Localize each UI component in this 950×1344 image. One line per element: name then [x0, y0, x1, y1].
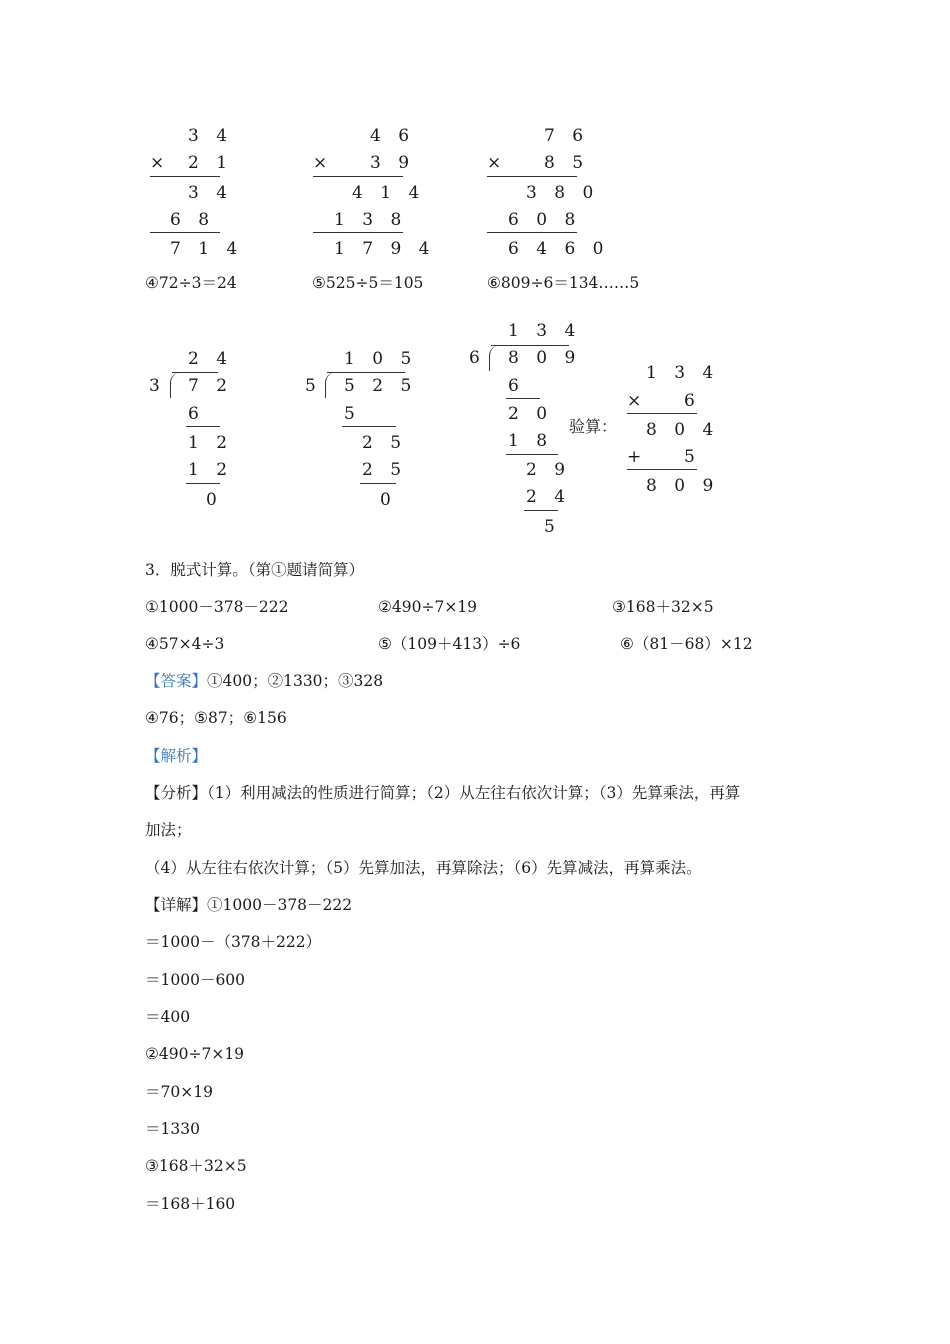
remainder-1: 2 5: [362, 433, 408, 453]
problem-3: ③168＋32×5: [612, 598, 714, 616]
rule: [506, 398, 540, 399]
partial-1: 3 4: [188, 183, 234, 203]
subtract-2: 1 2: [188, 460, 234, 480]
problem-5: ⑤（109＋413）÷6: [378, 635, 521, 653]
subtract-2: 2 5: [362, 460, 408, 480]
division-label-6: ⑥809÷6＝134……5: [487, 274, 640, 292]
factor-b: 3 9: [370, 153, 416, 173]
question-3-title: 3．脱式计算。（第①题请简算）: [145, 561, 365, 579]
rule: [186, 426, 220, 427]
partial-1: 3 8 0: [526, 183, 600, 203]
division-bracket: [325, 372, 336, 398]
division-bracket: [170, 372, 181, 398]
rule: [487, 176, 577, 177]
problem-2: ②490÷7×19: [378, 598, 478, 616]
fenxi-tag: 【分析】: [145, 784, 208, 802]
division-label-4: ④72÷3＝24: [145, 274, 237, 292]
rule: [360, 483, 396, 484]
detail-text-1: ①1000－378－222: [207, 896, 353, 914]
rule: [313, 232, 403, 233]
remainder-final: 0: [206, 490, 223, 510]
check-addend: 5: [684, 447, 701, 467]
multiply-sign: ×: [150, 153, 171, 173]
answer-line-1: [145, 671, 383, 691]
detail-line-7: ＝1330: [145, 1120, 200, 1138]
fenxi-text-1: （1）利用减法的性质进行简算；（2）从左往右依次计算；（3）先算乘法，再算: [207, 784, 741, 802]
rule: [150, 176, 220, 177]
fenxi-line-3: （4）从左往右依次计算；（5）先算加法，再算除法；（6）先算减法，再算乘法。: [145, 859, 702, 877]
check-result: 8 0 9: [646, 476, 720, 496]
remainder-final: 5: [544, 517, 561, 537]
factor-b: 2 1: [188, 153, 234, 173]
detail-line-3: ＝1000－600: [145, 971, 246, 989]
factor-a: 4 6: [370, 126, 416, 146]
detail-line-6: ＝70×19: [145, 1083, 213, 1101]
detail-line-8: ③168＋32×5: [145, 1157, 247, 1175]
problem-1: ①1000－378－222: [145, 598, 289, 616]
partial-2: 6 8: [170, 210, 216, 230]
factor-a: 7 6: [544, 126, 590, 146]
factor-b: 8 5: [544, 153, 590, 173]
remainder-2: 2 9: [526, 460, 572, 480]
product: 1 7 9 4: [334, 239, 436, 259]
quotient: 2 4: [188, 349, 234, 369]
subtract-1: 6: [508, 376, 525, 396]
multiply-sign: ×: [487, 153, 508, 173]
division-bar: [491, 345, 569, 346]
product: 6 4 6 0: [508, 239, 610, 259]
check-product: 8 0 4: [646, 420, 720, 440]
rule: [487, 232, 577, 233]
factor-a: 3 4: [188, 126, 234, 146]
divisor: 3: [149, 376, 166, 396]
rule: [313, 176, 403, 177]
remainder-1: 1 2: [188, 433, 234, 453]
remainder-final: 0: [380, 490, 397, 510]
divisor: 5: [305, 376, 322, 396]
answer-text-1: ①400；②1330；③328: [207, 672, 384, 690]
fenxi-line-2: 加法；: [145, 821, 192, 839]
quotient: 1 0 5: [344, 349, 418, 369]
quotient: 1 3 4: [508, 321, 582, 341]
fenxi-line-1: [145, 783, 740, 803]
partial-1: 4 1 4: [352, 183, 426, 203]
subtract-3: 2 4: [526, 487, 572, 507]
check-multiply-sign: ×: [627, 391, 648, 411]
multiply-sign: ×: [313, 153, 334, 173]
product: 7 1 4: [170, 239, 244, 259]
problem-4: ④57×4÷3: [145, 635, 225, 653]
detail-line-1: [145, 895, 352, 915]
rule: [627, 469, 697, 470]
rule: [627, 413, 697, 414]
rule: [150, 232, 220, 233]
rule: [342, 426, 396, 427]
check-plus-sign: +: [627, 447, 648, 467]
division-label-5: ⑤525÷5＝105: [312, 274, 424, 292]
dividend: 8 0 9: [508, 348, 582, 368]
subtract-1: 6: [188, 404, 205, 424]
subtract-2: 1 8: [508, 431, 554, 451]
answer-line-2: ④76；⑤87；⑥156: [145, 709, 287, 727]
partial-2: 1 3 8: [334, 210, 408, 230]
analysis-tag: 【解析】: [145, 747, 208, 765]
remainder-1: 2 0: [508, 404, 554, 424]
detail-line-9: ＝168＋160: [145, 1195, 236, 1213]
detail-line-2: ＝1000－（378＋222）: [145, 933, 322, 951]
divisor: 6: [469, 348, 486, 368]
partial-2: 6 0 8: [508, 210, 582, 230]
division-bar: [327, 372, 405, 373]
division-bracket: [489, 345, 500, 371]
rule: [186, 483, 220, 484]
problem-6: ⑥（81－68）×12: [620, 635, 753, 653]
check-factor-b: 6: [684, 391, 701, 411]
rule: [506, 454, 558, 455]
check-label: 验算：: [569, 417, 618, 436]
detail-line-4: ＝400: [145, 1008, 191, 1026]
detail-tag: 【详解】: [145, 896, 208, 914]
rule: [524, 510, 558, 511]
check-factor-a: 1 3 4: [646, 363, 720, 383]
answer-tag: 【答案】: [145, 672, 208, 690]
dividend: 5 2 5: [344, 376, 418, 396]
dividend: 7 2: [188, 376, 234, 396]
subtract-1: 5: [344, 404, 361, 424]
detail-line-5: ②490÷7×19: [145, 1045, 245, 1063]
